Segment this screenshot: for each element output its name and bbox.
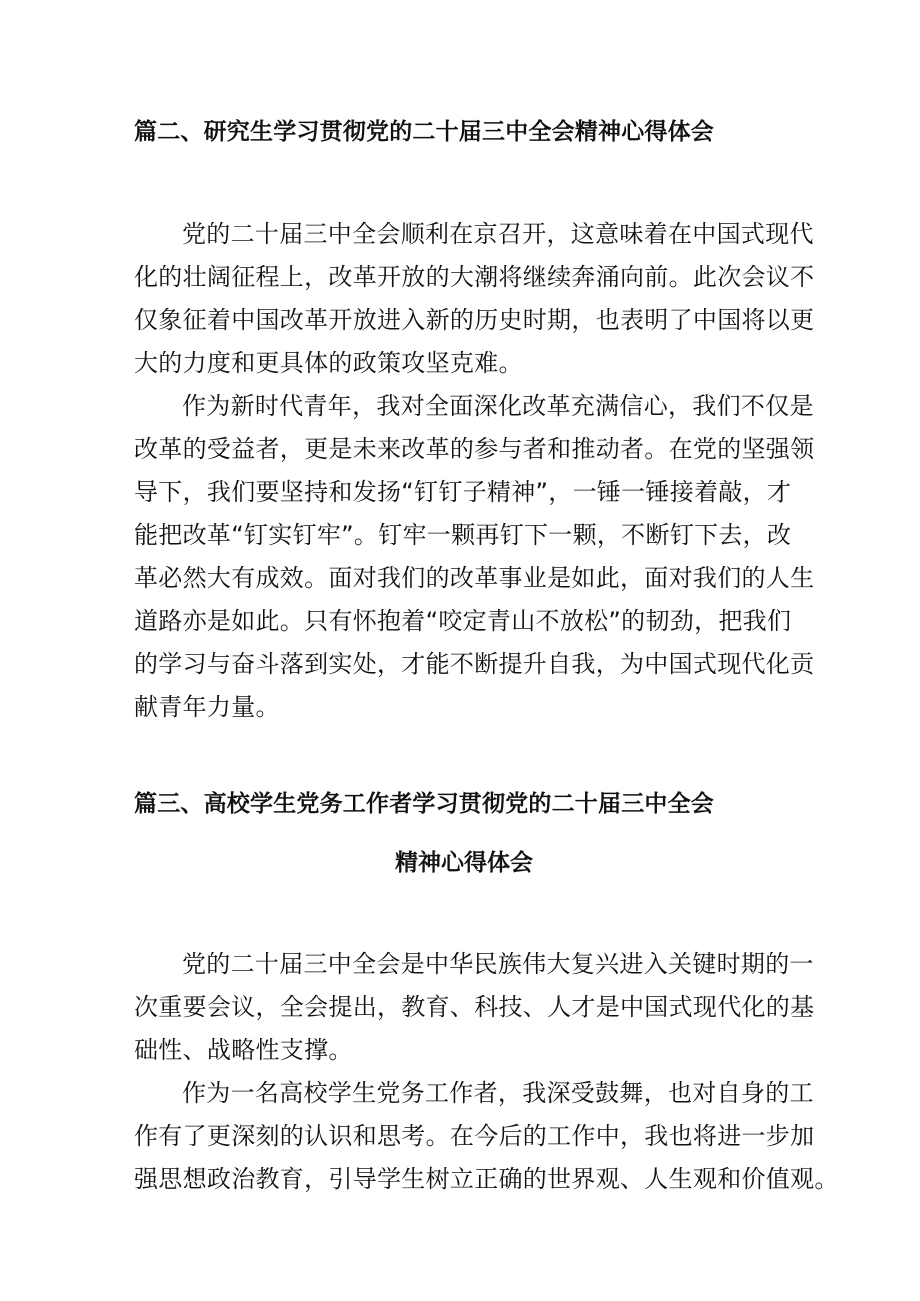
text-line: 仅象征着中国改革开放进入新的历史时期，也表明了中国将以更 [134,306,815,334]
text-line: 的学习与奋斗落到实处，才能不断提升自我，为中国式现代化贡 [134,650,815,678]
section3-paragraph-1 [134,943,815,1072]
text-line: 强思想政治教育，引导学生树立正确的世界观、人生观和价值观。 [134,1165,839,1193]
section3-paragraph-2 [134,1072,839,1201]
text-line: 能把改革“钉实钉牢”。钉牢一颗再钉下一颗，不断钉下去，改 [134,521,792,549]
text-line: 作为一名高校学生党务工作者，我深受鼓舞，也对自身的工 [182,1079,814,1107]
text-line: 党的二十届三中全会顺利在京召开，这意味着在中国式现代 [182,220,814,248]
text-line: 次重要会议，全会提出，教育、科技、人才是中国式现代化的基 [134,993,815,1021]
text-line: 改革的受益者，更是未来改革的参与者和推动者。在党的坚强领 [134,435,815,463]
text-line: 献青年力量。 [134,693,280,721]
text-line: 大的力度和更具体的政策攻坚克难。 [134,349,523,377]
text-line: 作有了更深刻的认识和思考。在今后的工作中，我也将进一步加 [134,1122,815,1150]
section2-paragraph-2 [134,385,815,729]
section2-paragraph-1 [134,213,815,385]
section3-title-continued: 精神心得体会 [395,850,533,876]
text-line: 作为新时代青年，我对全面深化改革充满信心，我们不仅是 [182,392,814,420]
text-line: 革必然大有成效。面对我们的改革事业是如此，面对我们的人生 [134,564,815,592]
text-line: 道路亦是如此。只有怀抱着“咬定青山不放松”的韧劲，把我们 [134,607,792,635]
text-line: 化的壮阔征程上，改革开放的大潮将继续奔涌向前。此次会议不 [134,263,815,291]
text-line: 础性、战略性支撑。 [134,1036,353,1064]
section3-title: 篇三、高校学生党务工作者学习贯彻党的二十届三中全会 [134,791,714,817]
section2-title: 篇二、研究生学习贯彻党的二十届三中全会精神心得体会 [134,119,714,145]
text-line: 导下，我们要坚持和发扬“钉钉子精神”，一锤一锤接着敲，才 [134,478,792,506]
text-line: 党的二十届三中全会是中华民族伟大复兴进入关键时期的一 [182,950,814,978]
